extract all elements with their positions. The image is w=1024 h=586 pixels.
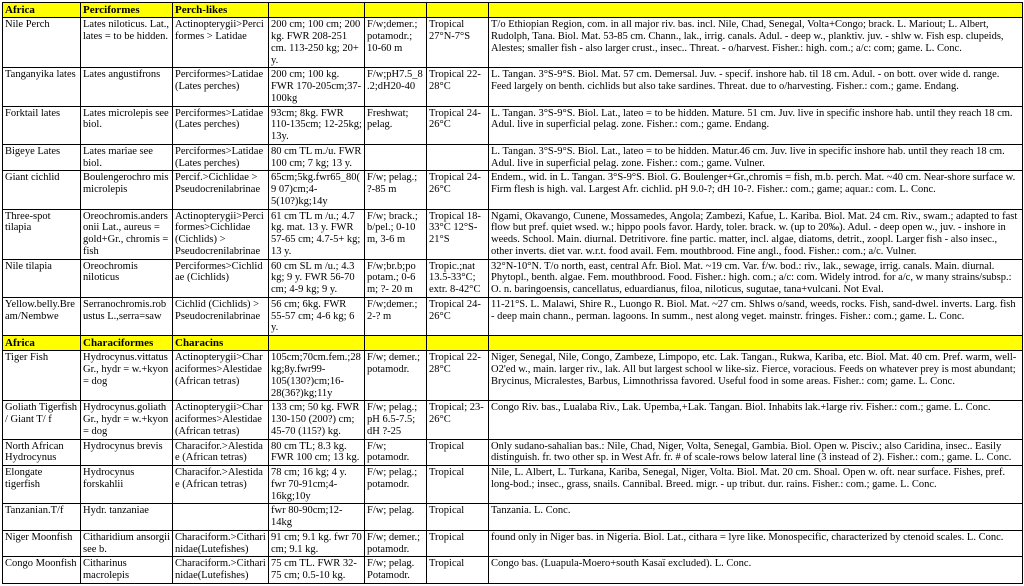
- cell-notes: Tanzania. L. Conc.: [489, 504, 1023, 531]
- cell-habitat: [365, 144, 427, 171]
- cell-size: 93cm; 8kg. FWR 110-135cm; 12-25kg; 13y.: [269, 106, 365, 144]
- cell-notes: 32°N-10°N. T/o north, east, central Afr. Biol. Mat. ~19 cm. Var. f/w. bod.: riv., lak., sewage, irrig. canals. Main. diurnal. Phytopl., benth. algae. Fem. mouthbrood. Food. Fisher.: high. com.; a/c: com. Widely introd. for a/c, w many strains/subsp.: O. n. baringoensis, cancellatus, eduardianus, filoa, niloticus, sugutae, tana+vulcani. Not Eval.: [489, 259, 1023, 297]
- cell-taxonomy: Perciformes>Latidae (Lates perches): [173, 144, 269, 171]
- header-cell-climate: [427, 336, 489, 351]
- cell-habitat: F/w; pelag.; ?-85 m: [365, 171, 427, 209]
- header-cell-order: Characiformes: [81, 336, 173, 351]
- cell-taxonomy: Characifor.>Alestidae (African tetras): [173, 466, 269, 504]
- cell-notes: found only in Niger bas. in Nigeria. Biol. Lat., cithara = lyre like. Monospecific, characterized by ctenoid scales. L. Conc.: [489, 530, 1023, 557]
- cell-climate: Tropical: [427, 504, 489, 531]
- cell-notes: Congo Riv. bas., Lualaba Riv., Lak. Upemba,+Lak. Tangan. Biol. Inhabits lak.+large riv. Fisher.: com.; game. L. Conc.: [489, 401, 1023, 439]
- cell-common-name: Goliath Tigerfish / Giant T/ f: [3, 401, 81, 439]
- cell-size: 80 cm TL m./u. FWR 100 cm; 7 kg; 13 y.: [269, 144, 365, 171]
- cell-habitat: F/w; demer.; potamodr.: [365, 351, 427, 401]
- table-header-row-characins: [3, 336, 1023, 351]
- header-cell-common-group: Perch-likes: [173, 3, 269, 18]
- table-row: [3, 466, 1023, 504]
- cell-size: 200 cm; 100 cm; 200 kg. FWR 208-251 cm. 113-250 kg; 20+ y.: [269, 18, 365, 68]
- cell-notes: 11-21°S. L. Malawi, Shire R., Luongo R. Biol. Mat. ~27 cm. Shlws o/sand, weeds, rocks. Fish, sand-dwel. inverts. Larg. fish - deep main chann., perman. lagoons. In summ., nest along veget. mainstr. fringes. Fisher.: com.; game. L. Conc.: [489, 297, 1023, 335]
- cell-climate: Tropical 22-28°C: [427, 351, 489, 401]
- cell-taxonomy: Actinopterygii>Perciformes > Latidae: [173, 18, 269, 68]
- cell-size: 78 cm; 16 kg; 4 y. fwr 70-91cm;4-16kg;10y: [269, 466, 365, 504]
- cell-taxonomy: Cichlid (Cichlids) > Pseudocrenilabrinae: [173, 297, 269, 335]
- cell-notes: T/o Ethiopian Region, com. in all major riv. bas. incl. Nile, Chad, Senegal, Volta+Congo; brack. L. Mariout; L. Albert, Rudolph, Tana. Biol. Mat. 53-85 cm. Chann., lak., irrig. canals. Adul. - deep w., planktiv. juv. - shlw w. Fish esp. clupeids, Alestes; smaller fish - also larger crust., insec.. Threat. - o/harvest. Fisher.: high. com.; a/c: com; game. L. Conc.: [489, 18, 1023, 68]
- cell-taxonomy: Percif.>Cichlidae > Pseudocrenilabrinae: [173, 171, 269, 209]
- cell-notes: Congo bas. (Luapula-Moero+south Kasaï excluded). L. Conc.: [489, 557, 1023, 584]
- cell-habitat: F/w;pH7.5_8.2;dH20-40: [365, 68, 427, 106]
- cell-notes: Endem., wid. in L. Tangan. 3°S-9°S. Biol. G. Boulenger+Gr.,chromis = fish, m.b. perch. Mat. ~40 cm. Near-shore surface w. Firm flesh is high. val. Largest Afr. cichlid. pH 9.0-?; dH 10-?. Fisher.: com.; game; aquar.: com. L. Conc.: [489, 171, 1023, 209]
- cell-notes: Nile, L. Albert, L. Turkana, Kariba, Senegal, Niger, Volta. Biol. Mat. 20 cm. Shoal. Open w. oft. near surface. Fishes, pref. long-bod.; insec., grass, snails. Cannibal. Breed. migr. - up tribut. dur. rains. Fisher.: com.; game. L. Conc.: [489, 466, 1023, 504]
- cell-taxonomy: [173, 504, 269, 531]
- cell-scientific-name: Hydrocynus brevis: [81, 439, 173, 466]
- cell-scientific-name: Hydrocynus.goliath Gr., hydr = w.+kyon = dog: [81, 401, 173, 439]
- header-cell-size: [269, 336, 365, 351]
- cell-common-name: Elongate tigerfish: [3, 466, 81, 504]
- table-row: [3, 297, 1023, 335]
- cell-size: 91 cm; 9.1 kg. fwr 70 cm; 9.1 kg.: [269, 530, 365, 557]
- cell-common-name: Bigeye Lates: [3, 144, 81, 171]
- cell-size: 75 cm TL. FWR 32-75 cm; 0.5-10 kg.: [269, 557, 365, 584]
- cell-scientific-name: Citharinus macrolepis: [81, 557, 173, 584]
- fish-data-table: [2, 2, 1023, 584]
- cell-notes: Ngami, Okavango, Cunene, Mossamedes, Angola; Zambezi, Kafue, L. Kariba. Biol. Mat. 24 cm. Riv., swam.; adapted to fast flow but pref. quiet wsed. w.; hippo pools favor. Hardy, toler. brack. w. (up to 20‰). Adul. - deep open w., juv. - inshore in weeds. School. Main. diurnal. Detritivore. fine partic. matter, incl. algae, diatoms, detrit., zoopl. Larger fish - also insec., other inverts. diet var. w.r.t. food avail. Fem. mouthbrood. Fine angl., food. Fisher.: com.; a/c. Vulner.: [489, 209, 1023, 259]
- cell-scientific-name: Oreochromis niloticus: [81, 259, 173, 297]
- header-cell-climate: [427, 3, 489, 18]
- cell-common-name: Three-spot tilapia: [3, 209, 81, 259]
- cell-size: 60 cm SL m /u.; 4.3 kg; 9 y. FWR 56-70 cm; 4-9 kg; 9 y.: [269, 259, 365, 297]
- cell-taxonomy: Perciformes>Latidae (Lates perches): [173, 106, 269, 144]
- cell-scientific-name: Oreochromis.andersonii Lat., aureus = gold+Gr., chromis = fish: [81, 209, 173, 259]
- header-cell-habitat: [365, 3, 427, 18]
- cell-taxonomy: Characifor.>Alestidae (African tetras): [173, 439, 269, 466]
- cell-climate: Tropical 24-26°C: [427, 297, 489, 335]
- cell-scientific-name: Lates mariae see biol.: [81, 144, 173, 171]
- cell-habitat: F/w;br.b;po potam.; 0-6 m; ?- 20 m: [365, 259, 427, 297]
- cell-habitat: F/w; potamodr.: [365, 439, 427, 466]
- header-cell-common-group: Characins: [173, 336, 269, 351]
- header-cell-region: Africa: [3, 3, 81, 18]
- cell-scientific-name: Lates microlepis see biol.: [81, 106, 173, 144]
- cell-habitat: F/w; pelag. Potamodr.: [365, 557, 427, 584]
- cell-size: 65cm;5kg.fwr65_80(9 07)cm;4-5(10?)kg;14y: [269, 171, 365, 209]
- cell-taxonomy: Actinopterygii>Perciformes>Cichlidae (Cichlids) > Pseudocrenilabrinae: [173, 209, 269, 259]
- table-row: [3, 401, 1023, 439]
- cell-climate: Tropical; 23-26°C: [427, 401, 489, 439]
- table-row: [3, 557, 1023, 584]
- cell-habitat: F/w;demer.; potamodr.; 10-60 m: [365, 18, 427, 68]
- cell-common-name: Tanzanian.T/f: [3, 504, 81, 531]
- table-row: [3, 209, 1023, 259]
- cell-size: 56 cm; 6kg. FWR 55-57 cm; 4-6 kg; 6 y.: [269, 297, 365, 335]
- cell-size: 80 cm TL; 8.3 kg. FWR 100 cm; 13 kg.: [269, 439, 365, 466]
- table-row: [3, 504, 1023, 531]
- header-cell-notes: [489, 336, 1023, 351]
- cell-size: fwr 80-90cm;12-14kg: [269, 504, 365, 531]
- table-row: [3, 530, 1023, 557]
- cell-taxonomy: Actinopterygii>Characiformes>Alestidae (African tetras): [173, 351, 269, 401]
- table-row: [3, 106, 1023, 144]
- cell-scientific-name: Citharidium ansorgii see b.: [81, 530, 173, 557]
- table-row: [3, 259, 1023, 297]
- cell-notes: Niger, Senegal, Nile, Congo, Zambeze, Limpopo, etc. Lak. Tangan., Rukwa, Kariba, etc. Biol. Mat. 40 cm. Pref. warm, well-O2'ed w., main. larger riv., lak. All but largest school w like-siz. Fierce, voracious. Feeds on whatever prey is most abundant; Brycinus, Micralestes, Barbus, Limnothrissa favored. Useful food in some areas. Fisher.: com; game. L. Conc.: [489, 351, 1023, 401]
- table-row: [3, 171, 1023, 209]
- cell-common-name: Tanganyika lates: [3, 68, 81, 106]
- cell-taxonomy: Actinopterygii>Characiformes>Alestidae (African tetras): [173, 401, 269, 439]
- cell-taxonomy: Characiform.>Citharinidae(Lutefishes): [173, 557, 269, 584]
- cell-common-name: Niger Moonfish: [3, 530, 81, 557]
- cell-climate: Tropical 24-26°C: [427, 106, 489, 144]
- header-cell-region: Africa: [3, 336, 81, 351]
- cell-common-name: North African Hydrocynus: [3, 439, 81, 466]
- cell-scientific-name: Boulengerochro mis microlepis: [81, 171, 173, 209]
- cell-habitat: Freshwat; pelag.: [365, 106, 427, 144]
- cell-climate: Tropical 22-28°C: [427, 68, 489, 106]
- cell-climate: Tropical: [427, 439, 489, 466]
- cell-scientific-name: Lates niloticus. Lat., lates = to be hidden.: [81, 18, 173, 68]
- cell-habitat: F/w;demer.; 2-? m: [365, 297, 427, 335]
- cell-common-name: Nile Perch: [3, 18, 81, 68]
- cell-habitat: F/w; pelag.; pH 6.5-7.5; dH ?-25: [365, 401, 427, 439]
- cell-climate: Tropic.;nat 13.5-33°C; extr. 8-42°C: [427, 259, 489, 297]
- cell-habitat: F/w; brack.; b/pel.; 0-10 m, 3-6 m: [365, 209, 427, 259]
- cell-size: 105cm;70cm.fem.;28kg;8y.fwr99-105(130?)cm;16-28(36?)kg;11y: [269, 351, 365, 401]
- cell-size: 61 cm TL m /u.; 4.7 kg. mat. 13 y. FWR 57-65 cm; 4.7-5+ kg; 13 y.: [269, 209, 365, 259]
- cell-scientific-name: Hydrocynus.vittatus Gr., hydr = w.+kyon = dog: [81, 351, 173, 401]
- cell-climate: [427, 144, 489, 171]
- table-row: [3, 439, 1023, 466]
- header-cell-order: Perciformes: [81, 3, 173, 18]
- cell-notes: Only sudano-sahalian bas.: Nile, Chad, Niger, Volta, Senegal, Gambia. Biol. Open w. Pisciv.; also Caridina, insec.. Easily distinguish. fr. two other sp. in West Afr. fr. # of scale-rows below lateral line (3 instead of 2). Fisher.: com.; game. L. Conc.: [489, 439, 1023, 466]
- table-header-row: [3, 3, 1023, 18]
- cell-taxonomy: Perciformes>Cichlidae (Cichlids): [173, 259, 269, 297]
- header-cell-habitat: [365, 336, 427, 351]
- cell-common-name: Yellow.belly.Bream/Nembwe: [3, 297, 81, 335]
- cell-climate: Tropical: [427, 466, 489, 504]
- table-body: [3, 3, 1023, 584]
- cell-scientific-name: Lates angustifrons: [81, 68, 173, 106]
- cell-taxonomy: Perciformes>Latidae (Lates perches): [173, 68, 269, 106]
- cell-scientific-name: Serranochromis.robustus L.,serra=saw: [81, 297, 173, 335]
- cell-notes: L. Tangan. 3°S-9°S. Biol. Lat., lateo = to be hidden. Matur.46 cm. Juv. live in specific inshore hab. until they reach 18 cm. Adul. live in superficial pelag. zone. Fisher.: com.; game. Vulner.: [489, 144, 1023, 171]
- cell-common-name: Tiger Fish: [3, 351, 81, 401]
- cell-notes: L. Tangan. 3°S-9°S. Biol. Lat., lateo = to be hidden. Mature. 51 cm. Juv. live in specific inshore hab. until they reach 18 cm. Adul. live in superficial pelag. zone. Fisher.: com.; game. Endang.: [489, 106, 1023, 144]
- cell-common-name: Congo Moonfish: [3, 557, 81, 584]
- cell-scientific-name: Hydr. tanzaniae: [81, 504, 173, 531]
- cell-habitat: F/w; pelag.: [365, 504, 427, 531]
- cell-climate: Tropical 27°N-7°S: [427, 18, 489, 68]
- cell-climate: Tropical 24-26°C: [427, 171, 489, 209]
- cell-notes: L. Tangan. 3°S-9°S. Biol. Mat. 57 cm. Demersal. Juv. - specif. inshore hab. til 18 cm. Adul. - on bott. over wide d. range. Feed largely on benth. cichlids but also take sardines. Threat. due to o/harvesting. Fisher.: com.; game. Endang.: [489, 68, 1023, 106]
- cell-climate: Tropical 18-33°C 12°S-21°S: [427, 209, 489, 259]
- table-row: [3, 351, 1023, 401]
- cell-climate: Tropical: [427, 530, 489, 557]
- header-cell-notes: [489, 3, 1023, 18]
- cell-common-name: Forktail lates: [3, 106, 81, 144]
- cell-common-name: Nile tilapia: [3, 259, 81, 297]
- cell-size: 133 cm; 50 kg. FWR 130-150 (200?) cm; 45-70 (115?) kg.: [269, 401, 365, 439]
- table-row: [3, 68, 1023, 106]
- cell-habitat: F/w; pelag.; potamodr.: [365, 466, 427, 504]
- cell-scientific-name: Hydrocynus forskahlii: [81, 466, 173, 504]
- header-cell-size: [269, 3, 365, 18]
- table-row: [3, 18, 1023, 68]
- cell-habitat: F/w; demer.; potamodr.: [365, 530, 427, 557]
- cell-taxonomy: Characiform.>Citharinidae(Lutefishes): [173, 530, 269, 557]
- cell-climate: Tropical: [427, 557, 489, 584]
- cell-size: 200 cm; 100 kg. FWR 170-205cm;37-100kg: [269, 68, 365, 106]
- cell-common-name: Giant cichlid: [3, 171, 81, 209]
- table-row: [3, 144, 1023, 171]
